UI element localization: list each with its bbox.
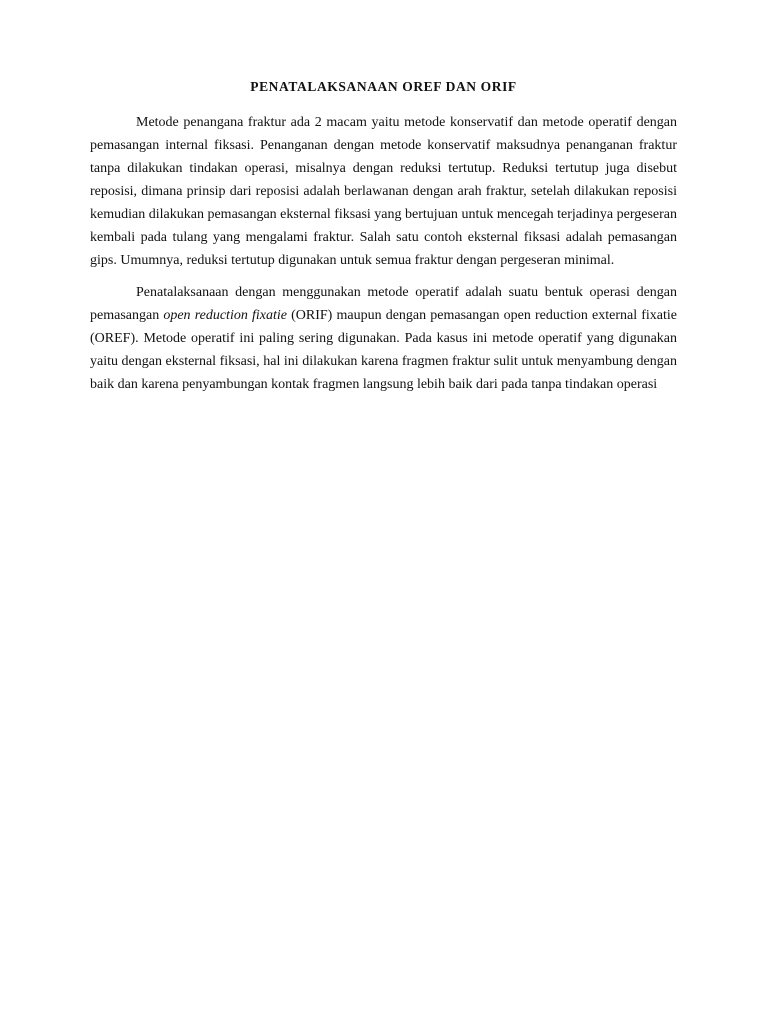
document-page <box>90 77 677 405</box>
document-title: PENATALAKSANAAN OREF DAN ORIF <box>250 79 517 94</box>
paragraph-operatif-text-start: Penatalaksanaan dengan menggunakan metode operatif adalah suatu bentuk operasi dengan pemasangan <box>90 285 677 323</box>
paragraph-operatif-text-end: (ORIF) maupun dengan pemasangan open reduction external fixatie (OREF). Metode operatif ini paling sering digunakan. Pada kasus ini metode operatif yang digunakan yaitu dengan eksternal fiksasi, hal ini dilakukan karena fragmen fraktur sulit untuk menyambung dengan baik dan karena penyambungan kontak fragmen langsung lebih baik dari pada tanpa tindakan operasi <box>90 308 677 392</box>
paragraph-konservatif: Metode penangana fraktur ada 2 macam yaitu metode konservatif dan metode operatif dengan pemasangan internal fiksasi. Penanganan dengan metode konservatif maksudnya penanganan fraktur tanpa dilakukan tindakan operasi, misalnya dengan reduksi tertutup. Reduksi tertutup juga disebut reposisi, dimana prinsip dari reposisi adalah berlawanan dengan arah fraktur, setelah dilakukan reposisi kemudian dilakukan pemasangan eksternal fiksasi yang bertujuan untuk mencegah terjadinya pergeseran kembali pada tulang yang mengalami fraktur. Salah satu contoh eksternal fiksasi adalah pemasangan gips. Umumnya, reduksi tertutup digunakan untuk semua fraktur dengan pergeseran minimal. <box>90 115 677 268</box>
orif-term-italic: open reduction fixatie <box>163 308 287 323</box>
paragraph-operatif <box>90 281 677 396</box>
